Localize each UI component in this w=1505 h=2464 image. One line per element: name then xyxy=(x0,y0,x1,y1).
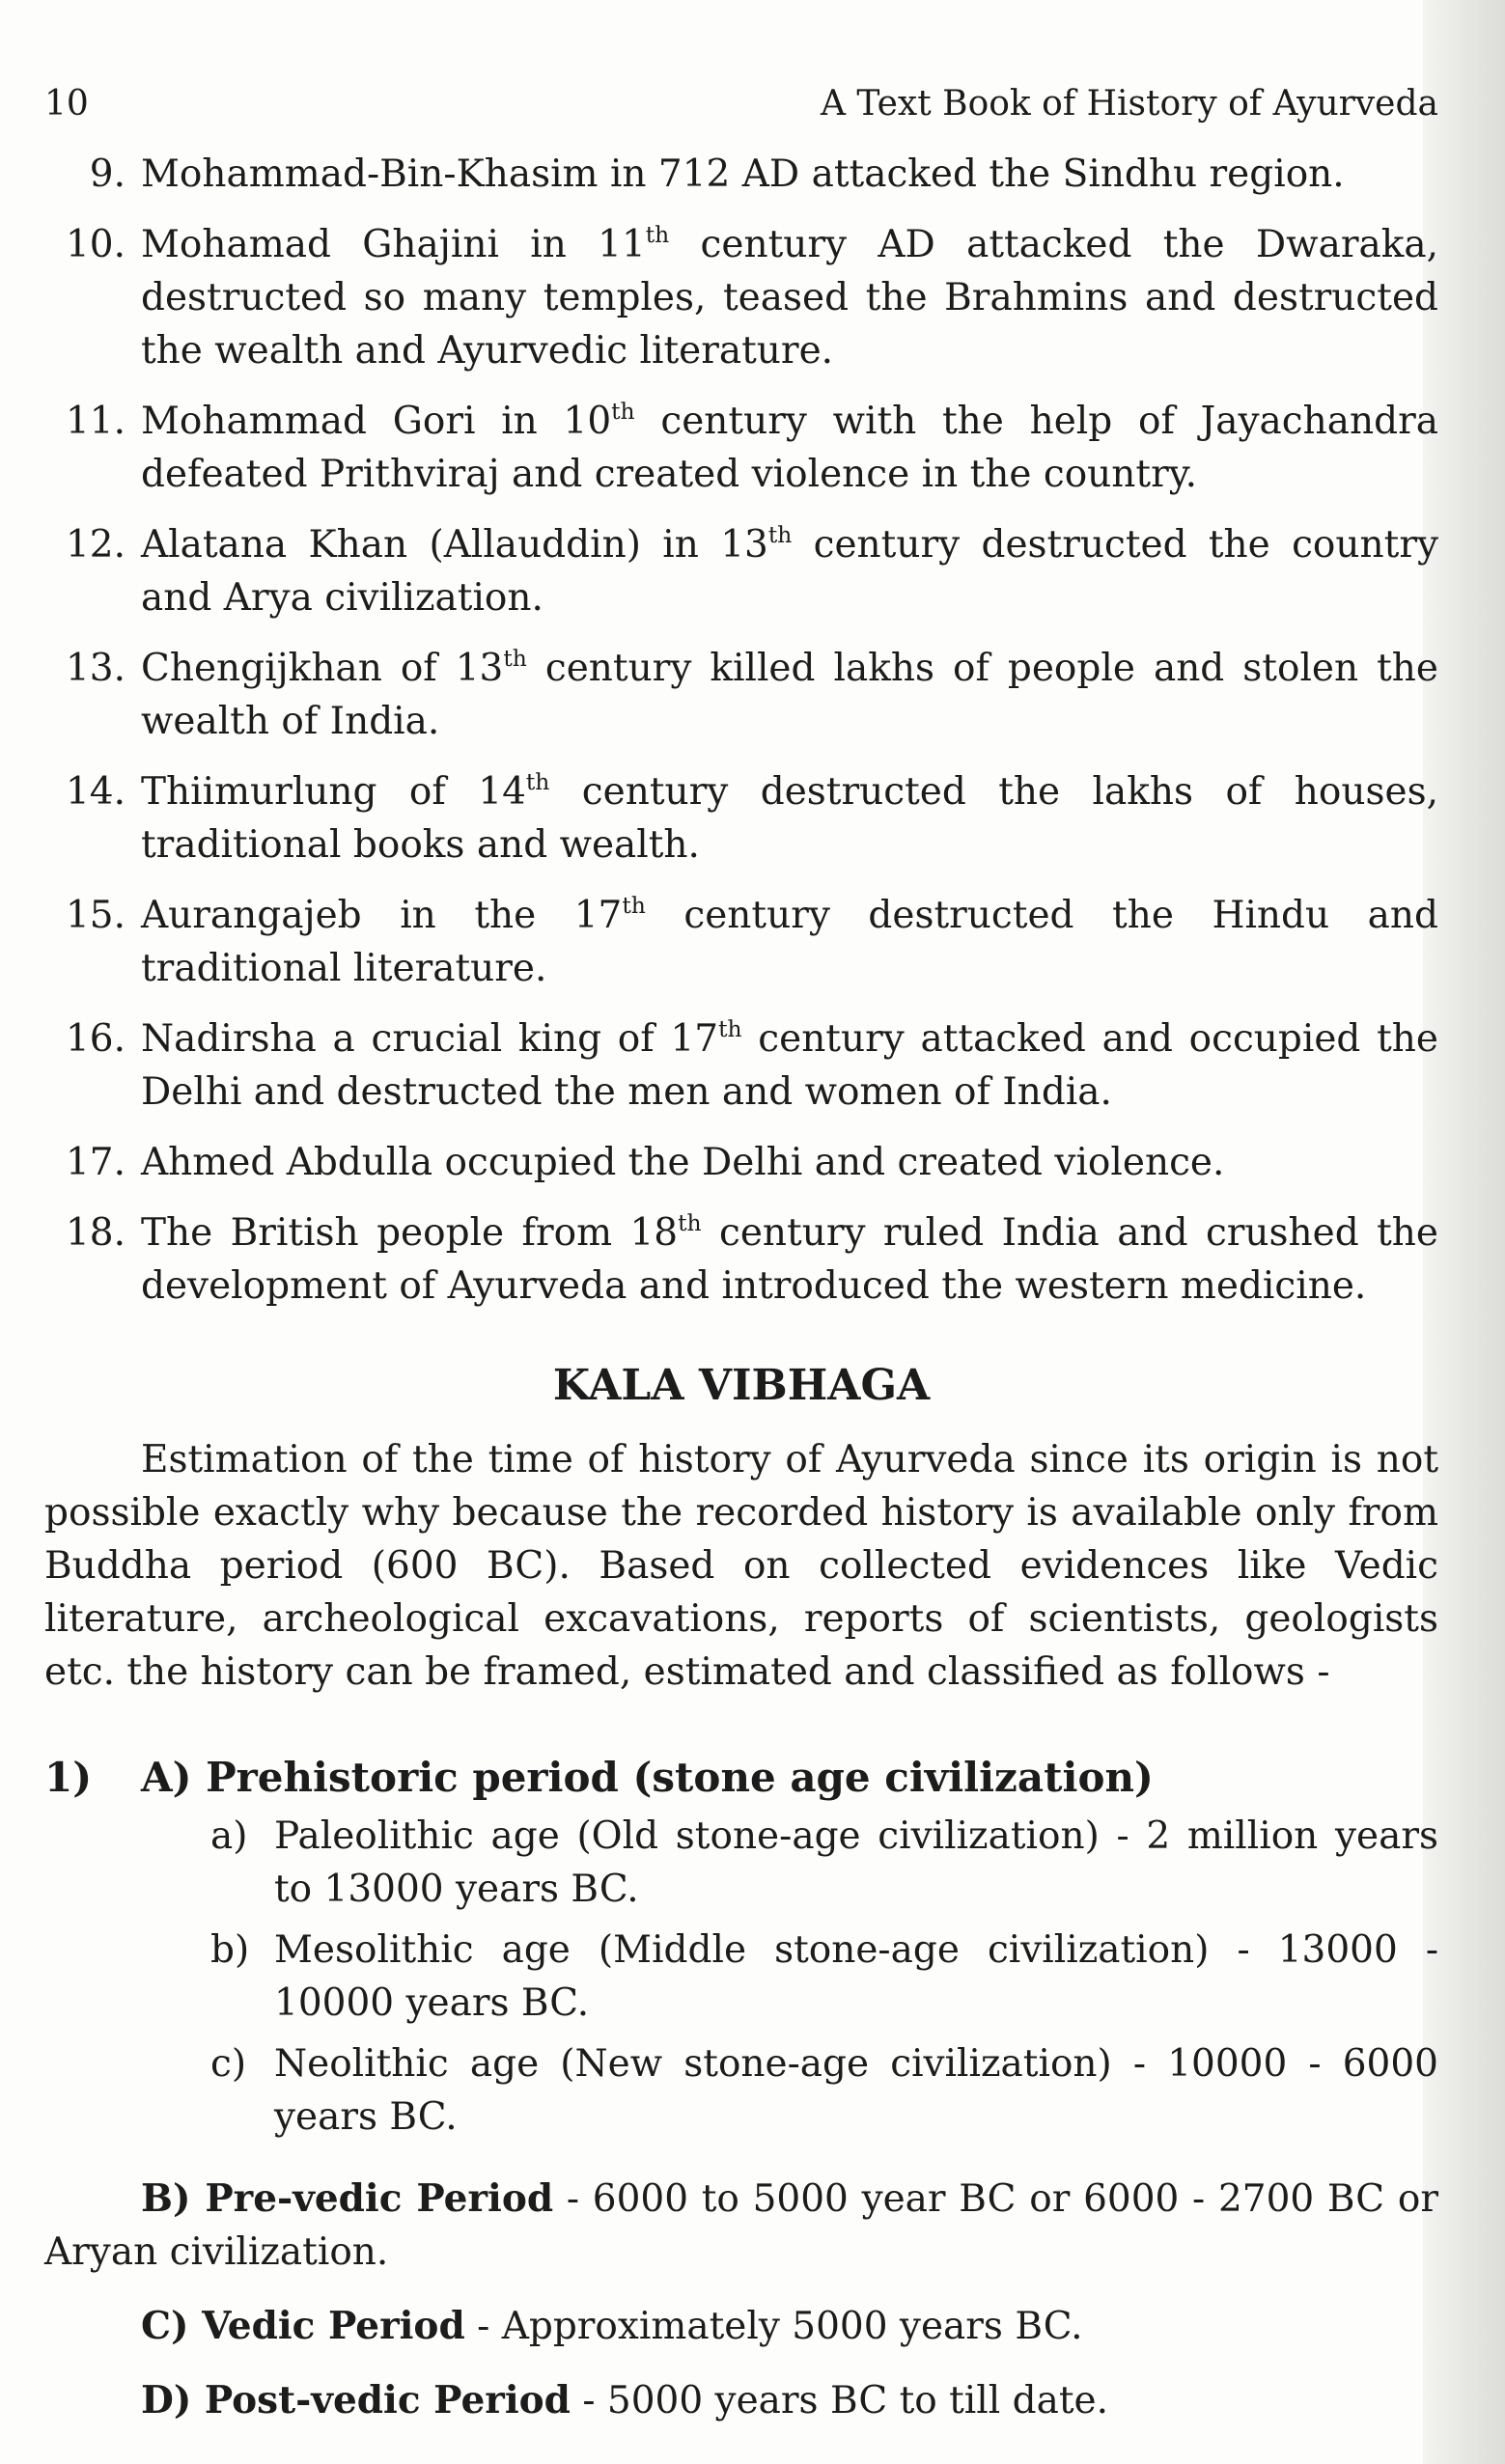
list-item xyxy=(44,1810,1438,1916)
ordinal-suffix: th xyxy=(645,220,670,248)
ordinal-suffix: th xyxy=(525,767,550,795)
intro-paragraph: Estimation of the time of history of Ayurveda since its origin is not possible exactly why because the recorded history is available only from Buddha period (600 BC). Based on collected evidences like Vedic literature, archeological excavations, reports of scientists, geologists etc. the history can be framed, estimated and classified as follows - xyxy=(44,1438,1438,1694)
item-number: 16. xyxy=(65,1017,125,1061)
item-text: century killed lakhs of people and stolen the wealth of India. xyxy=(141,647,1438,743)
stone-age-list xyxy=(44,1810,1438,2144)
item-text: Paleolithic age (Old stone-age civilization) - 2 million years to 13000 years BC. xyxy=(274,1814,1438,1911)
item-text: Alatana Khan (Allauddin) in 13 xyxy=(141,523,768,567)
item-number: 15. xyxy=(65,894,125,937)
item-text: century destructed the lakhs of houses, traditional books and wealth. xyxy=(141,770,1439,867)
list-item xyxy=(44,1012,1438,1119)
item-text: The British people from 18 xyxy=(141,1211,679,1255)
list-item xyxy=(44,642,1438,748)
period-paragraph xyxy=(44,2300,1438,2353)
book-title: A Text Book of History of Ayurveda xyxy=(820,84,1438,124)
list-item xyxy=(44,518,1438,624)
item-text: century ruled India and crushed the development of Ayurveda and introduced the western medicine. xyxy=(141,1211,1438,1308)
invasion-list xyxy=(44,148,1438,1313)
ordinal-suffix: th xyxy=(611,397,635,425)
page-number: 10 xyxy=(44,84,89,124)
item-text: century AD attacked the Dwaraka, destructed so many temples, teased the Brahmins and destructed the wealth and Ayurvedic literature. xyxy=(141,223,1438,373)
item-text: Aurangajeb in the 17 xyxy=(141,894,623,937)
item-letter: a) xyxy=(210,1814,248,1858)
item-text: Ahmed Abdulla occupied the Delhi and created violence. xyxy=(141,1141,1225,1184)
period-label: C) Vedic Period xyxy=(141,2304,465,2348)
item-number: 14. xyxy=(65,770,125,814)
item-text: Nadirsha a crucial king of 17 xyxy=(141,1017,719,1061)
classification-number: 1) xyxy=(44,1754,93,1801)
list-item xyxy=(44,148,1438,201)
item-number: 10. xyxy=(65,223,125,266)
list-item xyxy=(44,218,1438,377)
period-text: - 6000 to 5000 year BC or 6000 - 2700 BC or Aryan civilization. xyxy=(44,2177,1438,2274)
item-number: 12. xyxy=(65,523,125,567)
item-text: Mohamad Ghajini in 11 xyxy=(141,223,646,266)
period-label: B) Pre-vedic Period xyxy=(141,2176,554,2221)
classification-heading xyxy=(44,1751,1438,1804)
item-letter: b) xyxy=(210,1928,250,1972)
item-text: Mesolithic age (Middle stone-age civilization) - 13000 - 10000 years BC. xyxy=(274,1928,1438,2025)
item-text: Thiimurlung of 14 xyxy=(141,770,526,814)
item-text: century destructed the Hindu and traditional literature. xyxy=(141,894,1438,990)
item-number: 13. xyxy=(65,647,125,690)
list-item xyxy=(44,765,1438,872)
period-text: - 5000 years BC to till date. xyxy=(570,2379,1108,2422)
list-item xyxy=(44,1136,1438,1189)
ordinal-suffix: th xyxy=(767,520,793,548)
period-paragraph xyxy=(44,2374,1438,2427)
page-content xyxy=(44,77,1438,2427)
ordinal-suffix: th xyxy=(622,891,646,919)
list-item xyxy=(44,1924,1438,2030)
ordinal-suffix: th xyxy=(678,1208,702,1236)
ordinal-suffix: th xyxy=(718,1014,742,1042)
item-number: 17. xyxy=(65,1141,125,1184)
period-label: D) Post-vedic Period xyxy=(141,2378,571,2422)
item-text: century with the help of Jayachandra defeated Prithviraj and created violence in the country. xyxy=(141,400,1438,496)
item-text: Chengijkhan of 13 xyxy=(141,647,504,690)
list-item xyxy=(44,1206,1438,1313)
item-text: Mohammad Gori in 10 xyxy=(141,400,612,443)
running-header xyxy=(44,77,1438,130)
section-heading: KALA VIBHAGA xyxy=(552,1361,931,1410)
item-text: Neolithic age (New stone-age civilization) - 10000 - 6000 years BC. xyxy=(274,2042,1438,2139)
item-letter: c) xyxy=(210,2042,247,2086)
item-number: 9. xyxy=(89,152,125,196)
classification-title: A) Prehistoric period (stone age civilization) xyxy=(141,1754,1154,1801)
ordinal-suffix: th xyxy=(503,644,527,672)
list-item xyxy=(44,2037,1438,2144)
period-paragraph xyxy=(44,2173,1438,2279)
item-text: century attacked and occupied the Delhi and destructed the men and women of India. xyxy=(141,1017,1438,1114)
item-text: Mohammad-Bin-Khasim in 712 AD attacked the Sindhu region. xyxy=(141,152,1345,196)
item-text: century destructed the country and Arya civilization. xyxy=(141,523,1438,620)
period-text: - Approximately 5000 years BC. xyxy=(464,2305,1083,2348)
list-item xyxy=(44,395,1438,501)
list-item xyxy=(44,889,1438,995)
item-number: 11. xyxy=(65,400,125,443)
item-number: 18. xyxy=(65,1211,125,1255)
